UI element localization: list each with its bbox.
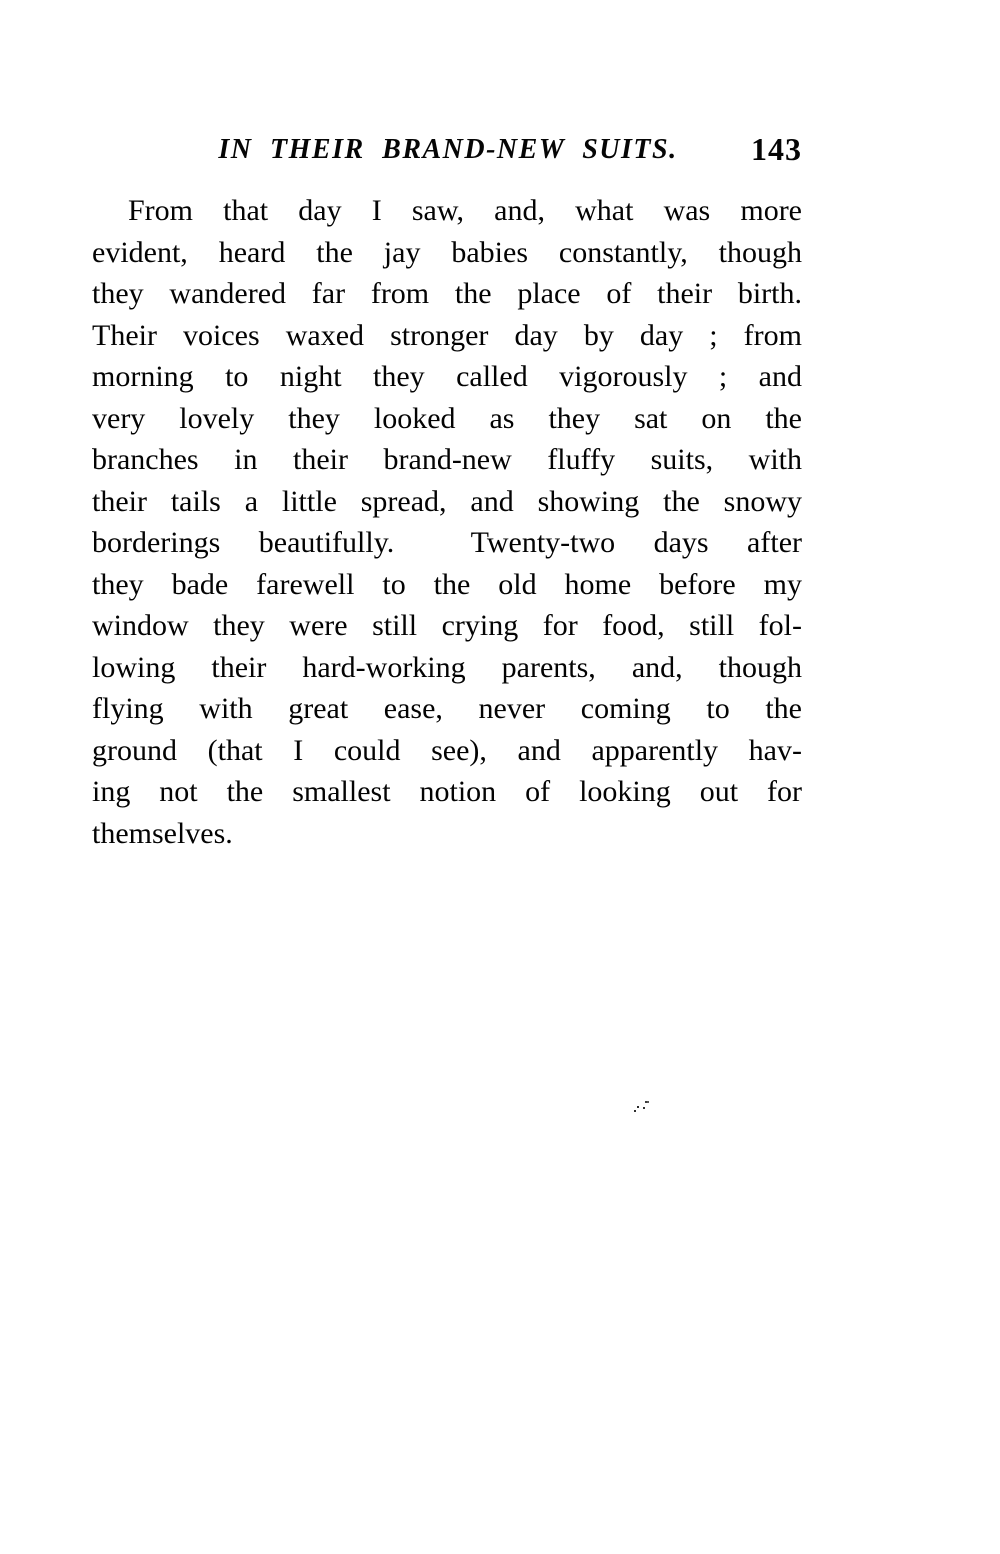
text-line: their tails a little spread, and showing the snowy [92, 484, 802, 518]
running-title: IN THEIR BRAND-NEW SUITS. [218, 134, 678, 165]
text-line: Their voices waxed stronger day by day ; from [92, 318, 802, 352]
text-line: borderings beautifully. Twenty-two days after [92, 526, 802, 559]
page-body [92, 190, 802, 854]
page-header [92, 131, 804, 174]
text-line: ground (that I could see), and apparently hav- [92, 733, 802, 767]
text-line: flying with great ease, never coming to the [92, 692, 802, 725]
text-line: From that day I saw, and, what was more [128, 194, 802, 227]
text-line: very lovely they looked as they sat on the [92, 401, 802, 435]
text-line: themselves. [92, 816, 233, 850]
text-line: lowing their hard-working parents, and, though [92, 650, 802, 684]
text-line: branches in their brand-new fluffy suits, with [92, 443, 802, 476]
page-number: 143 [751, 131, 802, 167]
text-line: they bade farewell to the old home before my [92, 567, 802, 601]
text-line: they wandered far from the place of their birth. [92, 277, 802, 310]
text-line: evident, heard the jay babies constantly, though [92, 235, 802, 269]
text-line: morning to night they called vigorously ; and [92, 360, 802, 393]
scan-speck [634, 1100, 636, 1102]
text-line: window they were still crying for food, still fol- [92, 609, 802, 642]
text-line: ing not the smallest notion of looking out for [92, 775, 802, 808]
